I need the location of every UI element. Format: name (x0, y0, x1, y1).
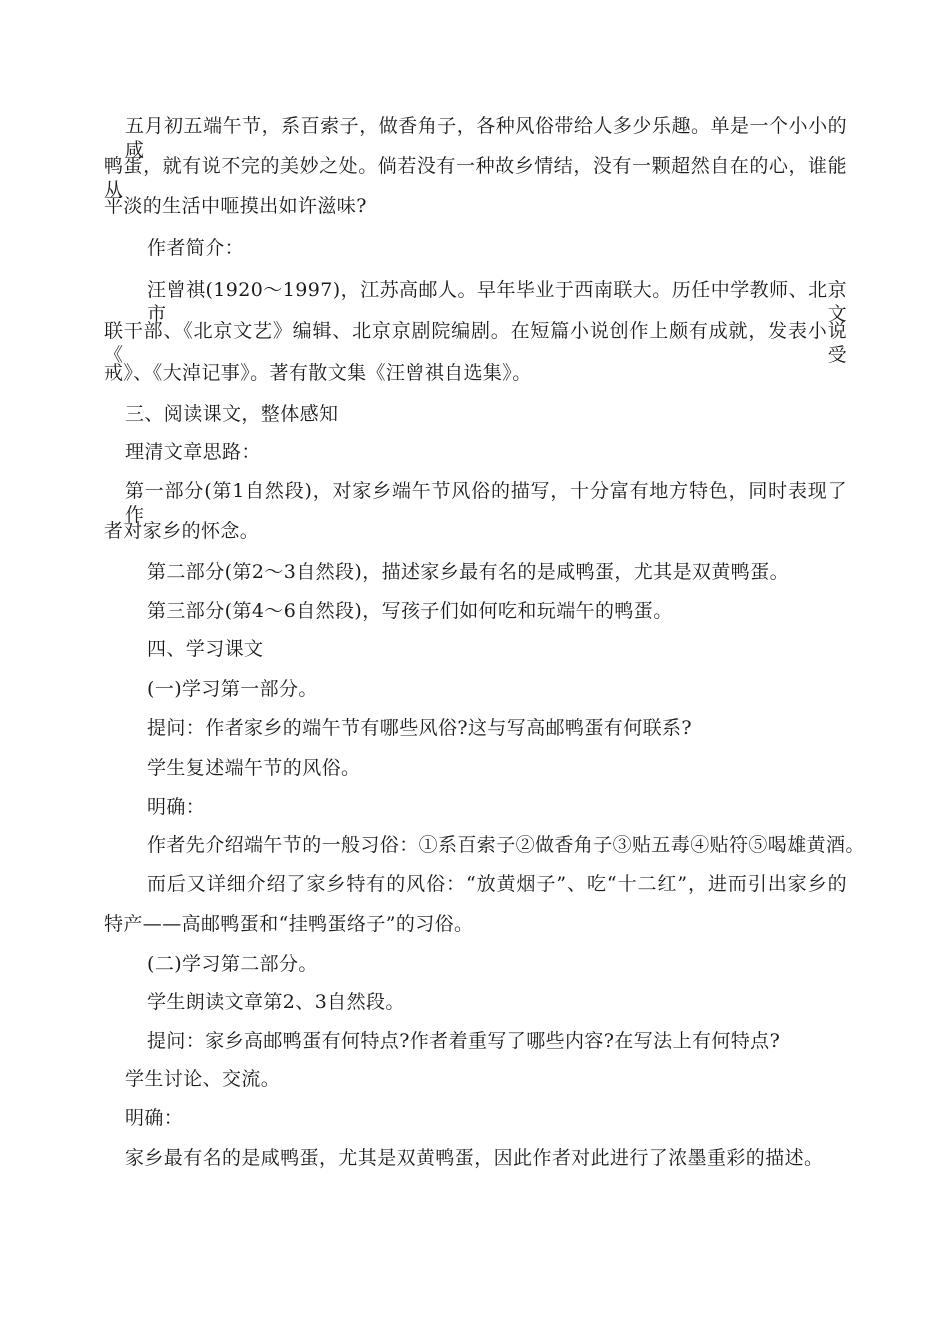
subheading-outline: 理清文章思路： (125, 441, 261, 463)
text-line-1: 五月初五端午节，系百索子，做香角子，各种风俗带给人多少乐趣。单是一个小小的咸 (125, 115, 847, 161)
text-line-27: 家乡最有名的是咸鸭蛋，尤其是双黄鸭蛋，因此作者对此进行了浓墨重彩的描述。 (125, 1147, 824, 1169)
text-line-5: 汪曾祺(1920～1997)，江苏高邮人。早年毕业于西南联大。历任中学教师、北京市文 (147, 279, 847, 325)
text-line-2: 鸭蛋，就有说不完的美妙之处。倘若没有一种故乡情结，没有一颗超然自在的心，谁能从 (104, 155, 847, 201)
text-line-21: 特产——高邮鸭蛋和“挂鸭蛋络子”的习俗。 (104, 913, 474, 935)
subheading-part-two: (二)学习第二部分。 (147, 953, 318, 975)
section-heading-three: 三、阅读课文，整体感知 (125, 403, 339, 425)
text-line-7: 戒》、《大淖记事》。著有散文集《汪曾祺自选集》。 (104, 362, 532, 384)
text-line-10: 第一部分(第1自然段)，对家乡端午节风俗的描写，十分富有地方特色，同时表现了作 (125, 480, 847, 526)
section-heading-author: 作者简介： (147, 237, 245, 259)
text-line-19: 作者先介绍端午节的一般习俗：①系百索子②做香角子③贴五毒④贴符⑤喝雄黄酒。 (147, 834, 865, 856)
text-line-13: 第三部分(第4～6自然段)，写孩子们如何吃和玩端午的鸭蛋。 (147, 600, 673, 622)
text-line-12: 第二部分(第2～3自然段)，描述家乡最有名的是咸鸭蛋，尤其是双黄鸭蛋。 (147, 561, 790, 583)
text-line-11: 者对家乡的怀念。 (104, 520, 260, 542)
text-line-18: 明确： (147, 796, 206, 818)
section-heading-four: 四、学习课文 (147, 638, 264, 660)
text-line-17: 学生复述端午节的风俗。 (147, 757, 361, 779)
text-line-24: 提问：家乡高邮鸭蛋有何特点?作者着重写了哪些内容?在写法上有何特点? (147, 1030, 781, 1052)
text-line-6: 联干部、《北京文艺》编辑、北京京剧院编剧。在短篇小说创作上颇有成就，发表小说《受 (104, 320, 847, 366)
subheading-part-one: (一)学习第一部分。 (147, 678, 318, 700)
text-line-16: 提问：作者家乡的端午节有哪些风俗?这与写高邮鸭蛋有何联系? (147, 717, 692, 739)
text-line-3: 平淡的生活中咂摸出如许滋味? (104, 195, 367, 217)
text-line-23: 学生朗读文章第2、3自然段。 (147, 991, 405, 1013)
text-line-25: 学生讨论、交流。 (125, 1068, 281, 1090)
text-line-20: 而后又详细介绍了家乡特有的风俗：“放黄烟子”、吃“十二红”，进而引出家乡的 (147, 873, 847, 895)
text-line-26: 明确： (125, 1107, 184, 1129)
